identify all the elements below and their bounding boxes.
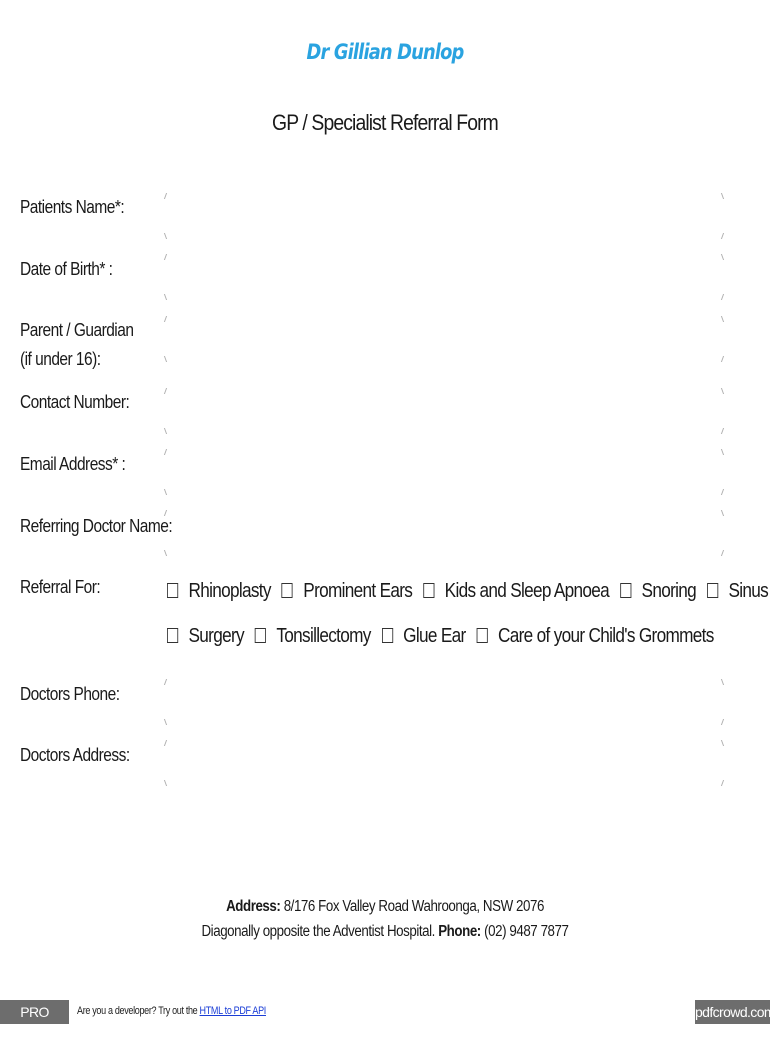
date-of-birth-label: Date of Birth* : bbox=[20, 259, 113, 279]
field-corner bbox=[718, 719, 724, 725]
doctors-phone-label: Doctors Phone: bbox=[20, 684, 120, 704]
field-corner bbox=[164, 233, 170, 239]
contact-number-label: Contact Number: bbox=[20, 392, 130, 412]
parent-guardian-label: Parent / Guardian bbox=[20, 320, 134, 340]
grommets-label: Care of your Child's Grommets bbox=[498, 625, 714, 647]
field-corner bbox=[718, 449, 724, 455]
patients-name-field[interactable] bbox=[165, 193, 723, 239]
sinus-label: Sinus bbox=[728, 580, 769, 602]
referring-doctor-label: Referring Doctor Name: bbox=[20, 516, 173, 536]
address-value: 8/176 Fox Valley Road Wahroonga, NSW 2076 bbox=[283, 898, 544, 915]
option-rhinoplasty[interactable] bbox=[167, 578, 271, 604]
practice-logo: Dr Gillian Dunlop bbox=[306, 40, 464, 64]
promo-message: Are you a developer? Try out the bbox=[77, 1005, 198, 1017]
field-corner bbox=[718, 550, 724, 556]
doctors-address-label: Doctors Address: bbox=[20, 745, 130, 765]
kids-sleep-apnoea-label: Kids and Sleep Apnoea bbox=[444, 580, 610, 602]
field-corner bbox=[164, 550, 170, 556]
email-address-field[interactable] bbox=[165, 449, 723, 495]
field-corner bbox=[718, 428, 724, 434]
field-corner bbox=[164, 510, 170, 516]
practice-address-block bbox=[54, 894, 716, 944]
option-tonsillectomy[interactable] bbox=[255, 623, 371, 649]
rhinoplasty-label: Rhinoplasty bbox=[188, 580, 271, 602]
html-to-pdf-api-link[interactable]: HTML to PDF API bbox=[199, 1005, 266, 1017]
glue-ear-checkbox[interactable] bbox=[382, 628, 393, 643]
field-corner bbox=[164, 316, 170, 322]
field-corner bbox=[718, 510, 724, 516]
tonsillectomy-label: Tonsillectomy bbox=[276, 625, 371, 647]
field-corner bbox=[164, 780, 170, 786]
option-snoring[interactable] bbox=[620, 578, 696, 604]
field-corner bbox=[164, 356, 170, 362]
referring-doctor-field[interactable] bbox=[165, 510, 723, 556]
surgery-checkbox[interactable] bbox=[167, 628, 178, 643]
field-corner bbox=[718, 233, 724, 239]
prominent-ears-checkbox[interactable] bbox=[282, 583, 293, 598]
grommets-checkbox[interactable] bbox=[477, 628, 488, 643]
field-corner bbox=[718, 780, 724, 786]
prominent-ears-label: Prominent Ears bbox=[303, 580, 413, 602]
contact-number-field[interactable] bbox=[165, 388, 723, 434]
kids-sleep-apnoea-checkbox[interactable] bbox=[423, 583, 434, 598]
phone-value: (02) 9487 7877 bbox=[484, 923, 569, 940]
field-corner bbox=[164, 679, 170, 685]
patients-name-label: Patients Name*: bbox=[20, 197, 125, 217]
option-prominent-ears[interactable] bbox=[282, 578, 412, 604]
field-corner bbox=[164, 294, 170, 300]
pro-version-badge[interactable]: PRO version bbox=[0, 1000, 69, 1024]
field-corner bbox=[164, 388, 170, 394]
field-corner bbox=[164, 254, 170, 260]
field-corner bbox=[164, 740, 170, 746]
location-note: Diagonally opposite the Adventist Hospital. bbox=[201, 923, 435, 940]
tonsillectomy-checkbox[interactable] bbox=[255, 628, 266, 643]
field-corner bbox=[164, 428, 170, 434]
date-of-birth-field[interactable] bbox=[165, 254, 723, 300]
option-grommets[interactable] bbox=[477, 623, 714, 649]
location-line bbox=[54, 919, 716, 944]
doctors-address-field[interactable] bbox=[165, 740, 723, 786]
phone-label: Phone: bbox=[438, 923, 481, 940]
parent-guardian-field[interactable] bbox=[165, 316, 723, 362]
field-corner bbox=[164, 193, 170, 199]
field-corner bbox=[718, 356, 724, 362]
field-corner bbox=[718, 294, 724, 300]
address-label: Address: bbox=[226, 898, 281, 915]
form-title: GP / Specialist Referral Form bbox=[272, 110, 498, 135]
field-corner bbox=[718, 679, 724, 685]
address-line bbox=[54, 894, 716, 919]
surgery-label: Surgery bbox=[188, 625, 244, 647]
field-corner bbox=[718, 740, 724, 746]
referral-options-row-2 bbox=[167, 623, 714, 649]
field-corner bbox=[164, 719, 170, 725]
field-corner bbox=[164, 489, 170, 495]
pdf-promo-bar bbox=[0, 998, 775, 1044]
glue-ear-label: Glue Ear bbox=[403, 625, 466, 647]
promo-text bbox=[77, 1005, 266, 1017]
field-corner bbox=[718, 254, 724, 260]
field-corner bbox=[718, 193, 724, 199]
email-address-label: Email Address* : bbox=[20, 454, 126, 474]
option-sinus[interactable] bbox=[707, 578, 768, 604]
parent-guardian-note: (if under 16): bbox=[20, 349, 101, 369]
referral-for-label: Referral For: bbox=[20, 577, 101, 597]
snoring-label: Snoring bbox=[641, 580, 697, 602]
field-corner bbox=[718, 489, 724, 495]
referral-options-row-1 bbox=[167, 578, 769, 604]
field-corner bbox=[718, 388, 724, 394]
rhinoplasty-checkbox[interactable] bbox=[167, 583, 178, 598]
snoring-checkbox[interactable] bbox=[620, 583, 631, 598]
option-glue-ear[interactable] bbox=[382, 623, 466, 649]
doctors-phone-field[interactable] bbox=[165, 679, 723, 725]
pdfcrowd-badge[interactable]: pdfcrowd.com bbox=[695, 1000, 770, 1024]
sinus-checkbox[interactable] bbox=[707, 583, 718, 598]
option-surgery[interactable] bbox=[167, 623, 244, 649]
option-kids-sleep-apnoea[interactable] bbox=[423, 578, 609, 604]
field-corner bbox=[164, 449, 170, 455]
field-corner bbox=[718, 316, 724, 322]
